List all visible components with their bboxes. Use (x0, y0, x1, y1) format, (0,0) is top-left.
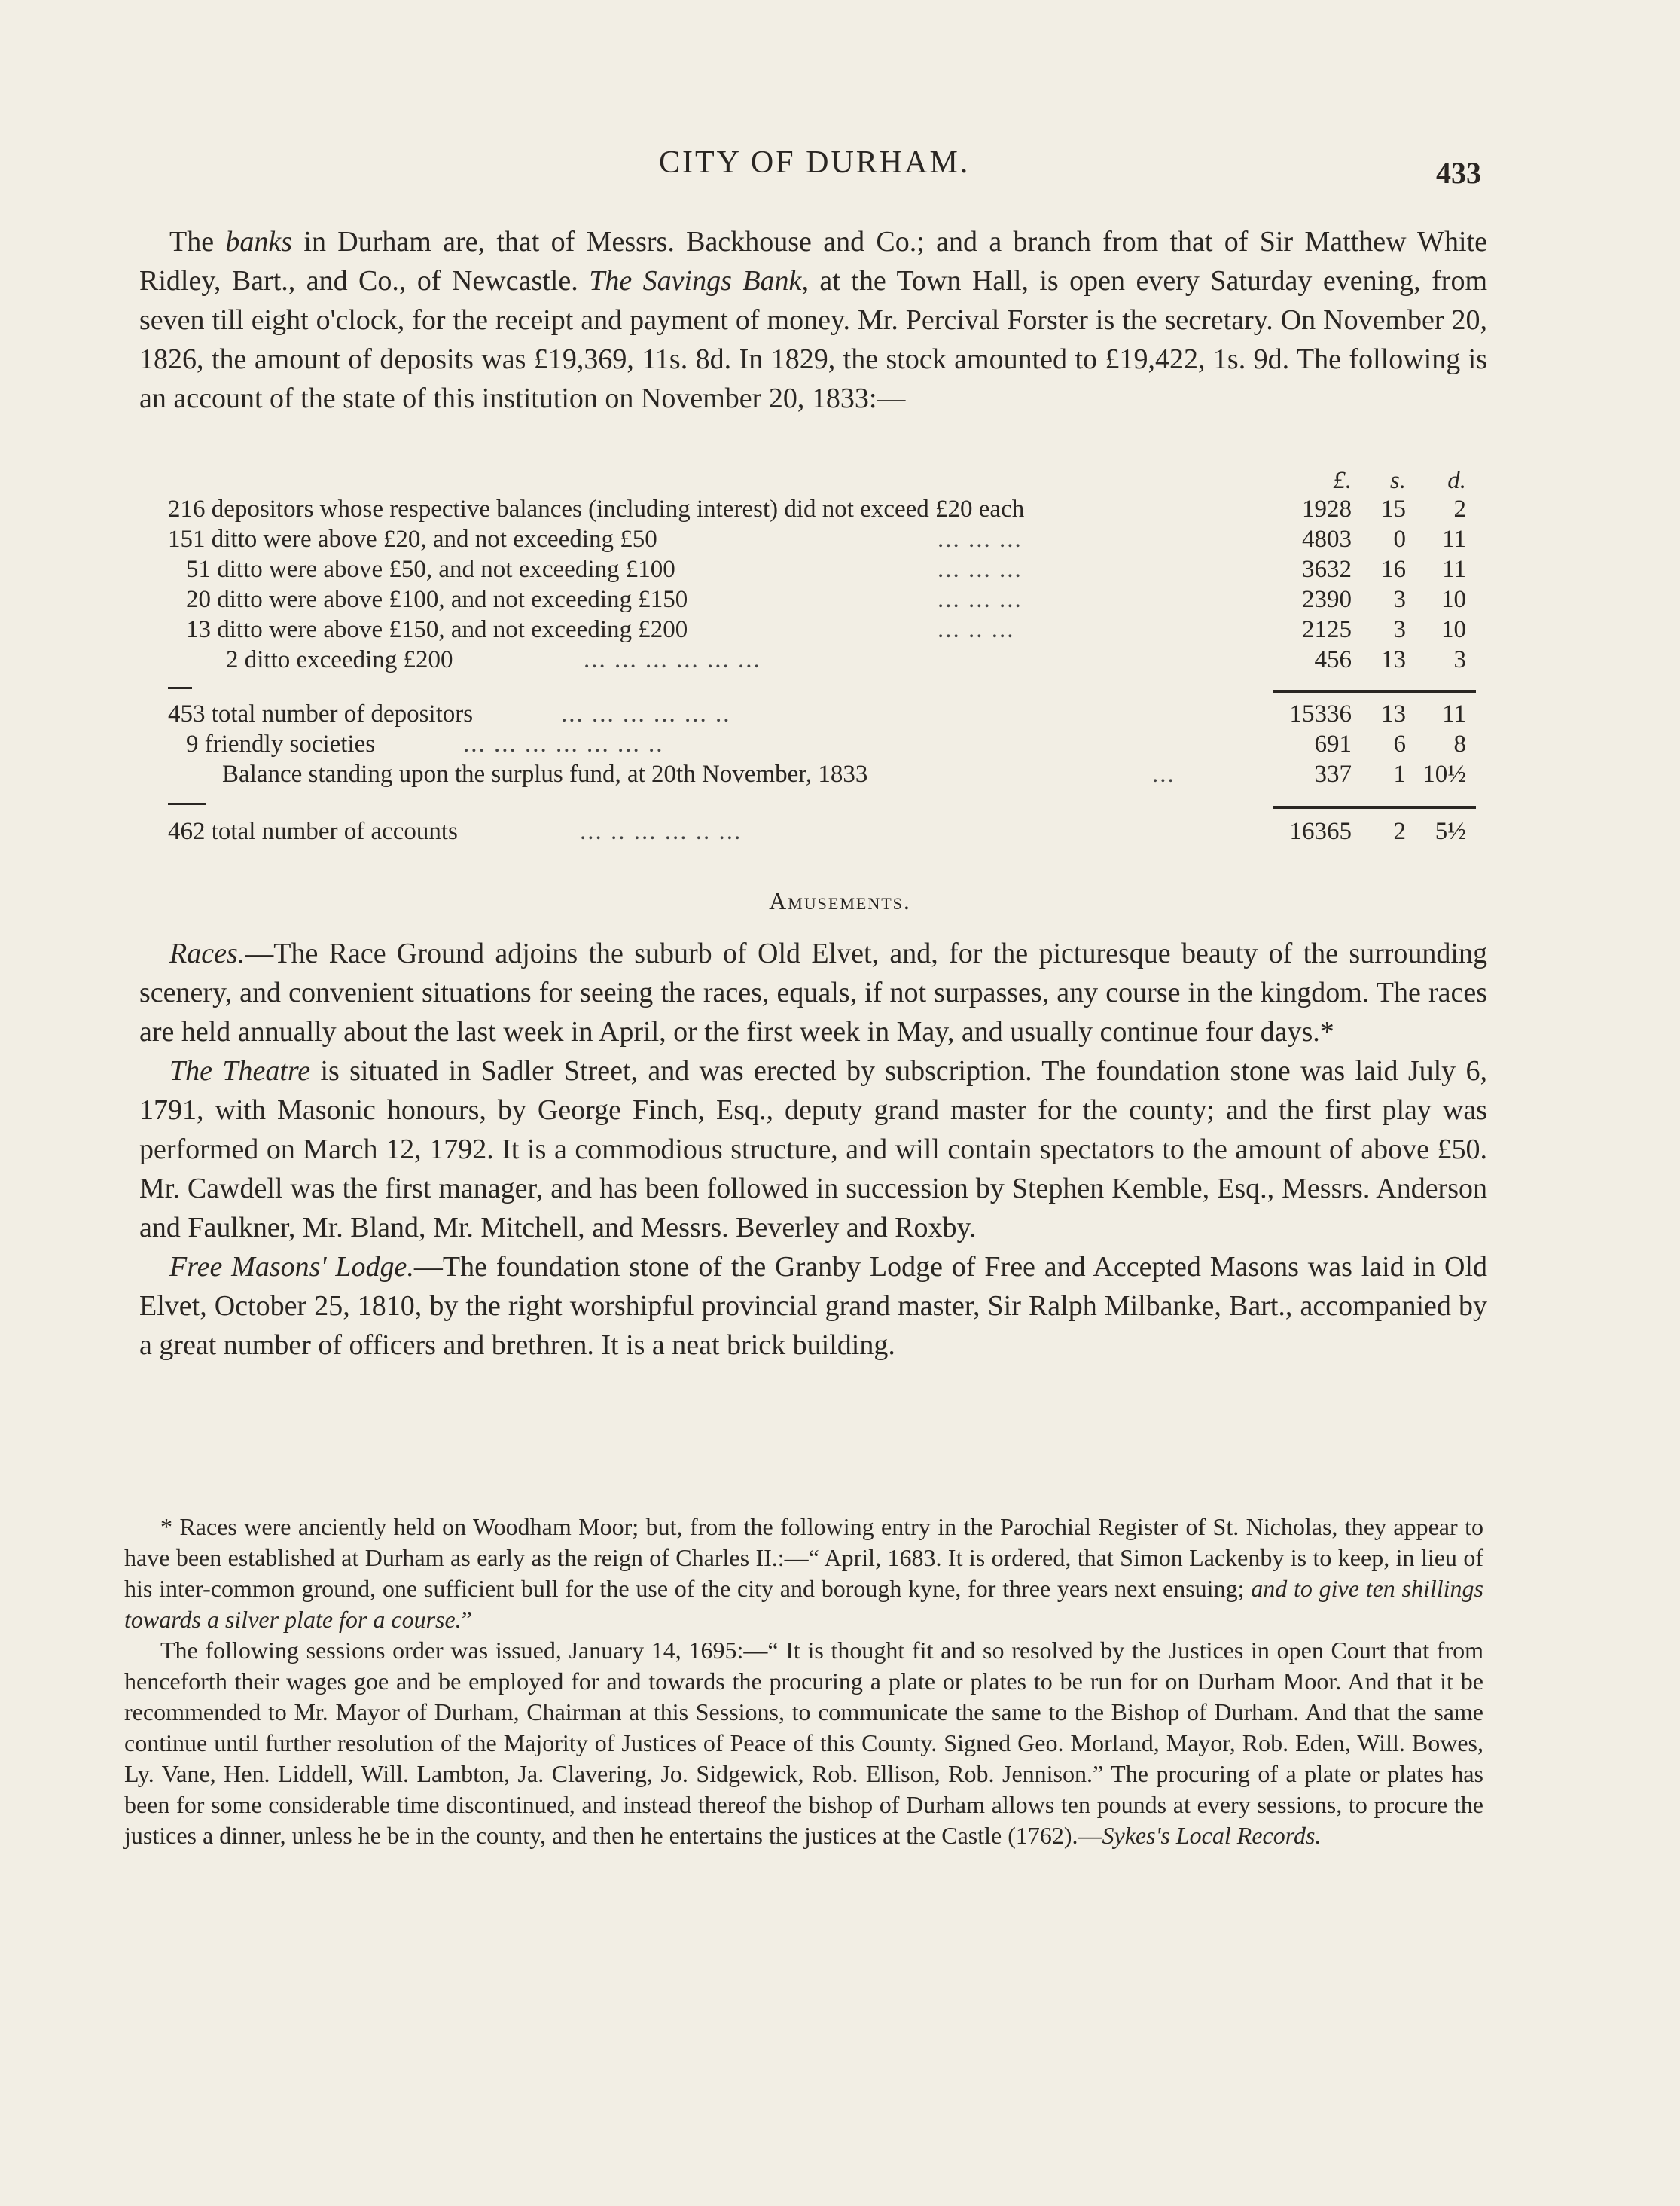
row-shillings: 0 (1393, 526, 1406, 553)
row-shillings: 13 (1381, 700, 1406, 728)
row-description: 2 ditto exceeding £200 (226, 646, 453, 673)
leader-dots: ... ... ... (938, 586, 1023, 613)
row-shillings: 2 (1393, 818, 1406, 845)
footnote-races-end: ” (461, 1606, 472, 1633)
row-pounds: 3632 (1302, 556, 1352, 583)
races-text: —The Race Ground adjoins the suburb of Old Elvet, and, for the picturesque beauty of the surrounding scenery, and convenient situations for seeing the races, equals, if not surpasses, any course in the kingdom. The races are held annually about the last week in April, or the first week in May, and usually continue four days.* (139, 938, 1487, 1048)
row-pence: 11 (1442, 526, 1466, 553)
row-pounds: 2125 (1302, 616, 1352, 643)
theatre-text: is situated in Sadler Street, and was erected by subscription. The foundation stone was laid July 6, 1791, with Masonic honours, by George Finch, Esq., deputy grand master for the county; and the first play was performed on March 12, 1792. It is a commodious structure, and will contain spectators to the amount of above £50. Mr. Cawdell was the first manager, and has been followed in succession by Stephen Kemble, Esq., Messrs. Anderson and Faulkner, Mr. Bland, Mr. Mitchell, and Messrs. Beverley and Roxby. (139, 1055, 1487, 1243)
footnote-races-italic: and to give ten shillings towards a silver plate for a course. (124, 1575, 1483, 1633)
amusements-section (139, 934, 1487, 1365)
row-pence: 11 (1442, 556, 1466, 583)
footnotes (124, 1512, 1483, 1851)
row-shillings: 3 (1393, 616, 1406, 643)
intro-text-3: , at the Town Hall, is open every Saturday evening, from seven till eight o'clock, for the receipt and payment of money. Mr. Percival Forster is the secretary. On November 20, 1826, the amount of deposits was £19,369, 11s. 8d. In 1829, the stock amounted to £19,422, 1s. 9d. The following is an account of the state of this institution on November 20, 1833:— (139, 265, 1488, 414)
table-row (139, 761, 1491, 791)
row-shillings: 15 (1381, 496, 1406, 523)
table-row (139, 731, 1491, 761)
table-row (139, 556, 1491, 586)
row-pence: 8 (1453, 731, 1466, 758)
row-pounds: 691 (1314, 731, 1352, 758)
sum-rule (1273, 806, 1476, 809)
row-description: 13 ditto were above £150, and not exceeding £200 (186, 616, 688, 643)
amusements-heading: Amusements. (769, 887, 911, 914)
banks-term: banks (225, 226, 293, 258)
footnote-races (124, 1512, 1483, 1635)
row-pence: 11 (1442, 700, 1466, 728)
lodge-label: Free Masons' Lodge. (169, 1251, 414, 1283)
header-shillings: s. (1389, 467, 1406, 494)
row-pence: 2 (1453, 496, 1466, 523)
row-pence: 10½ (1422, 761, 1466, 788)
footnote-races-text: * Races were anciently held on Woodham Moor; but, from the following entry in the Parochial Register of St. Nicholas, they appear to have been established at Durham as early as the reign of Charles II.:—“ April, 1683. It is ordered, that Simon Lackenby is to keep, in lieu of his inter-common ground, one sufficient bull for the use of the city and borough kyne, for three years next ensuing; (124, 1513, 1483, 1602)
row-pounds: 2390 (1302, 586, 1352, 613)
leader-dots: ... ... ... ... ... ... .. (463, 731, 664, 758)
header-pounds: £. (1333, 467, 1352, 494)
row-description: 51 ditto were above £50, and not exceeding £100 (186, 556, 675, 583)
row-description: Balance standing upon the surplus fund, at 20th November, 1833 (222, 761, 868, 788)
table-row (139, 818, 1491, 848)
row-pence: 5½ (1435, 818, 1466, 845)
leader-dots: ... ... ... ... ... .. (561, 700, 731, 728)
banks-paragraph (139, 222, 1487, 418)
row-description: 9 friendly societies (186, 731, 376, 758)
leader-dots: ... (1152, 761, 1175, 788)
leader-dots: ... ... ... (938, 556, 1023, 583)
row-description: 462 total number of accounts (168, 818, 458, 845)
leader-dots: ... ... ... (938, 526, 1023, 553)
intro-text-2: in Durham are, that of Messrs. Backhouse and Co.; and a branch from that of Sir Matthew White Ridley, Bart., and Co., of Newcastle. (139, 226, 1488, 297)
row-pounds: 15336 (1289, 700, 1352, 728)
table-row (139, 526, 1491, 556)
row-pounds: 337 (1314, 761, 1352, 788)
table-row (139, 496, 1491, 526)
row-shillings: 16 (1381, 556, 1406, 583)
footnote-sessions (124, 1635, 1483, 1851)
row-description: 20 ditto were above £100, and not exceeding £150 (186, 586, 688, 613)
sum-rule (1273, 690, 1476, 693)
row-pounds: 456 (1314, 646, 1352, 673)
table-row (139, 586, 1491, 616)
footnote-sessions-text: The following sessions order was issued, January 14, 1695:—“ It is thought fit and so resolved by the Justices in open Court that from henceforth their wages goe and be employed for and towards the procuring a plate or plates to be run for on Durham Moor. And that it be recommended to Mr. Mayor of Durham, Chairman at this Sessions, to communicate the same to the Bishop of Durham. And that the same continue until further resolution of the Majority of Justices of Peace of this County. Signed Geo. Morland, Mayor, Rob. Eden, Will. Bowes, Ly. Vane, Hen. Liddell, Will. Lambton, Ja. Clavering, Jo. Sidgewick, Rob. Ellison, Rob. Jennison.” The procuring of a plate or plates has been for some considerable time discontinued, and instead thereof the bishop of Durham allows ten pounds at every sessions, to procure the justices a dinner, unless he be in the county, and then he entertains the justices at the Castle (1762).— (124, 1637, 1483, 1849)
row-pounds: 1928 (1302, 496, 1352, 523)
savings-bank-term: The Savings Bank (589, 265, 802, 297)
leader-dots: ... ... ... ... ... ... (584, 646, 761, 673)
row-shillings: 6 (1393, 731, 1406, 758)
row-description: 151 ditto were above £20, and not exceeding £50 (168, 526, 657, 553)
races-label: Races. (169, 938, 245, 969)
lodge-paragraph (139, 1247, 1487, 1365)
theatre-paragraph (139, 1051, 1487, 1247)
short-rule (168, 803, 206, 805)
table-row (139, 700, 1491, 731)
footnote-source: Sykes's Local Records. (1102, 1822, 1322, 1849)
table-row (139, 646, 1491, 676)
row-shillings: 1 (1393, 761, 1406, 788)
row-pounds: 16365 (1289, 818, 1352, 845)
row-description: 453 total number of depositors (168, 700, 474, 728)
short-rule (168, 687, 192, 689)
row-pence: 3 (1453, 646, 1466, 673)
theatre-label: The Theatre (169, 1055, 311, 1087)
lodge-text: —The foundation stone of the Granby Lodge of Free and Accepted Masons was laid in Old Elvet, October 25, 1810, by the right worshipful provincial grand master, Sir Ralph Milbanke, Bart., accompanied by a great number of officers and brethren. It is a neat brick building. (139, 1251, 1487, 1361)
row-pence: 10 (1441, 586, 1466, 613)
row-description: 216 depositors whose respective balances (including interest) did not exceed £20 each (168, 496, 1025, 523)
leader-dots: ... .. ... ... .. ... (580, 818, 742, 845)
header-pence: d. (1447, 467, 1466, 494)
table-row (139, 616, 1491, 646)
intro-text-1: The (169, 226, 226, 258)
row-shillings: 13 (1381, 646, 1406, 673)
row-pounds: 4803 (1302, 526, 1352, 553)
races-paragraph (139, 934, 1487, 1051)
row-shillings: 3 (1393, 586, 1406, 613)
page-header (0, 145, 1680, 190)
running-title: CITY OF DURHAM. (659, 145, 971, 180)
page-number: 433 (1436, 156, 1481, 190)
leader-dots: ... .. ... (938, 616, 1015, 643)
table-header-row (139, 467, 1491, 497)
row-pence: 10 (1441, 616, 1466, 643)
